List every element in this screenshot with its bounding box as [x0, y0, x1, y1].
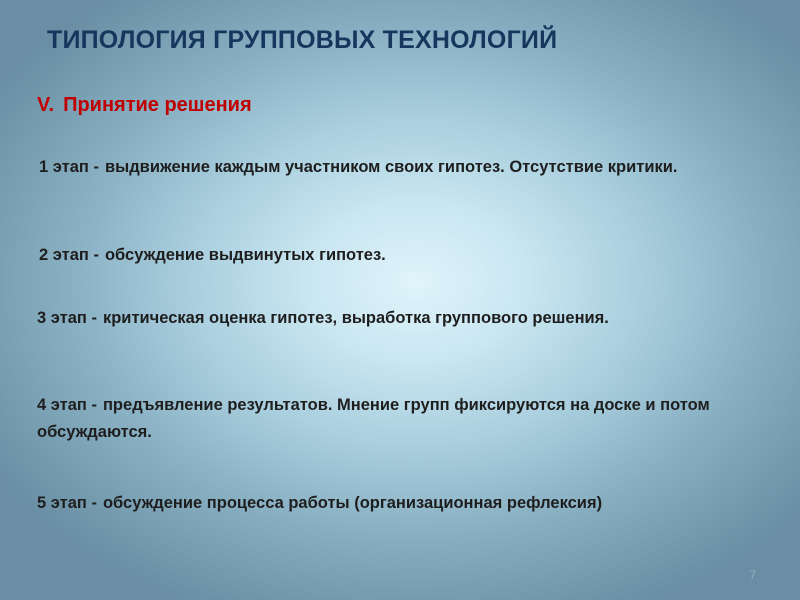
section-title: Принятие решения — [63, 94, 252, 116]
stage-text: критическая оценка гипотез, выработка группового решения. — [102, 309, 609, 327]
section-heading — [37, 94, 252, 117]
stage-text: предъявление результатов. Мнение групп фиксируются на доске и потом обсуждаются. — [37, 396, 710, 441]
stage-text: обсуждение процесса работы (организационная рефлексия) — [102, 494, 603, 512]
stage-item-3 — [37, 305, 677, 332]
stage-text: обсуждение выдвинутых гипотез. — [104, 246, 386, 264]
stage-item-4 — [37, 392, 737, 446]
stage-label: 4 этап - — [37, 396, 97, 414]
stage-label: 2 этап - — [39, 246, 99, 264]
stage-item-1 — [39, 154, 739, 181]
stage-text: выдвижение каждым участником своих гипотез. Отсутствие критики. — [104, 158, 678, 176]
stage-label: 5 этап - — [37, 494, 97, 512]
stage-label: 3 этап - — [37, 309, 97, 327]
slide-title: ТИПОЛОГИЯ ГРУППОВЫХ ТЕХНОЛОГИЙ — [47, 26, 558, 54]
slide-number: 7 — [749, 568, 756, 582]
section-number: V. — [37, 94, 55, 116]
stage-item-2 — [39, 242, 739, 269]
stage-item-5 — [37, 490, 737, 517]
stage-label: 1 этап - — [39, 158, 99, 176]
